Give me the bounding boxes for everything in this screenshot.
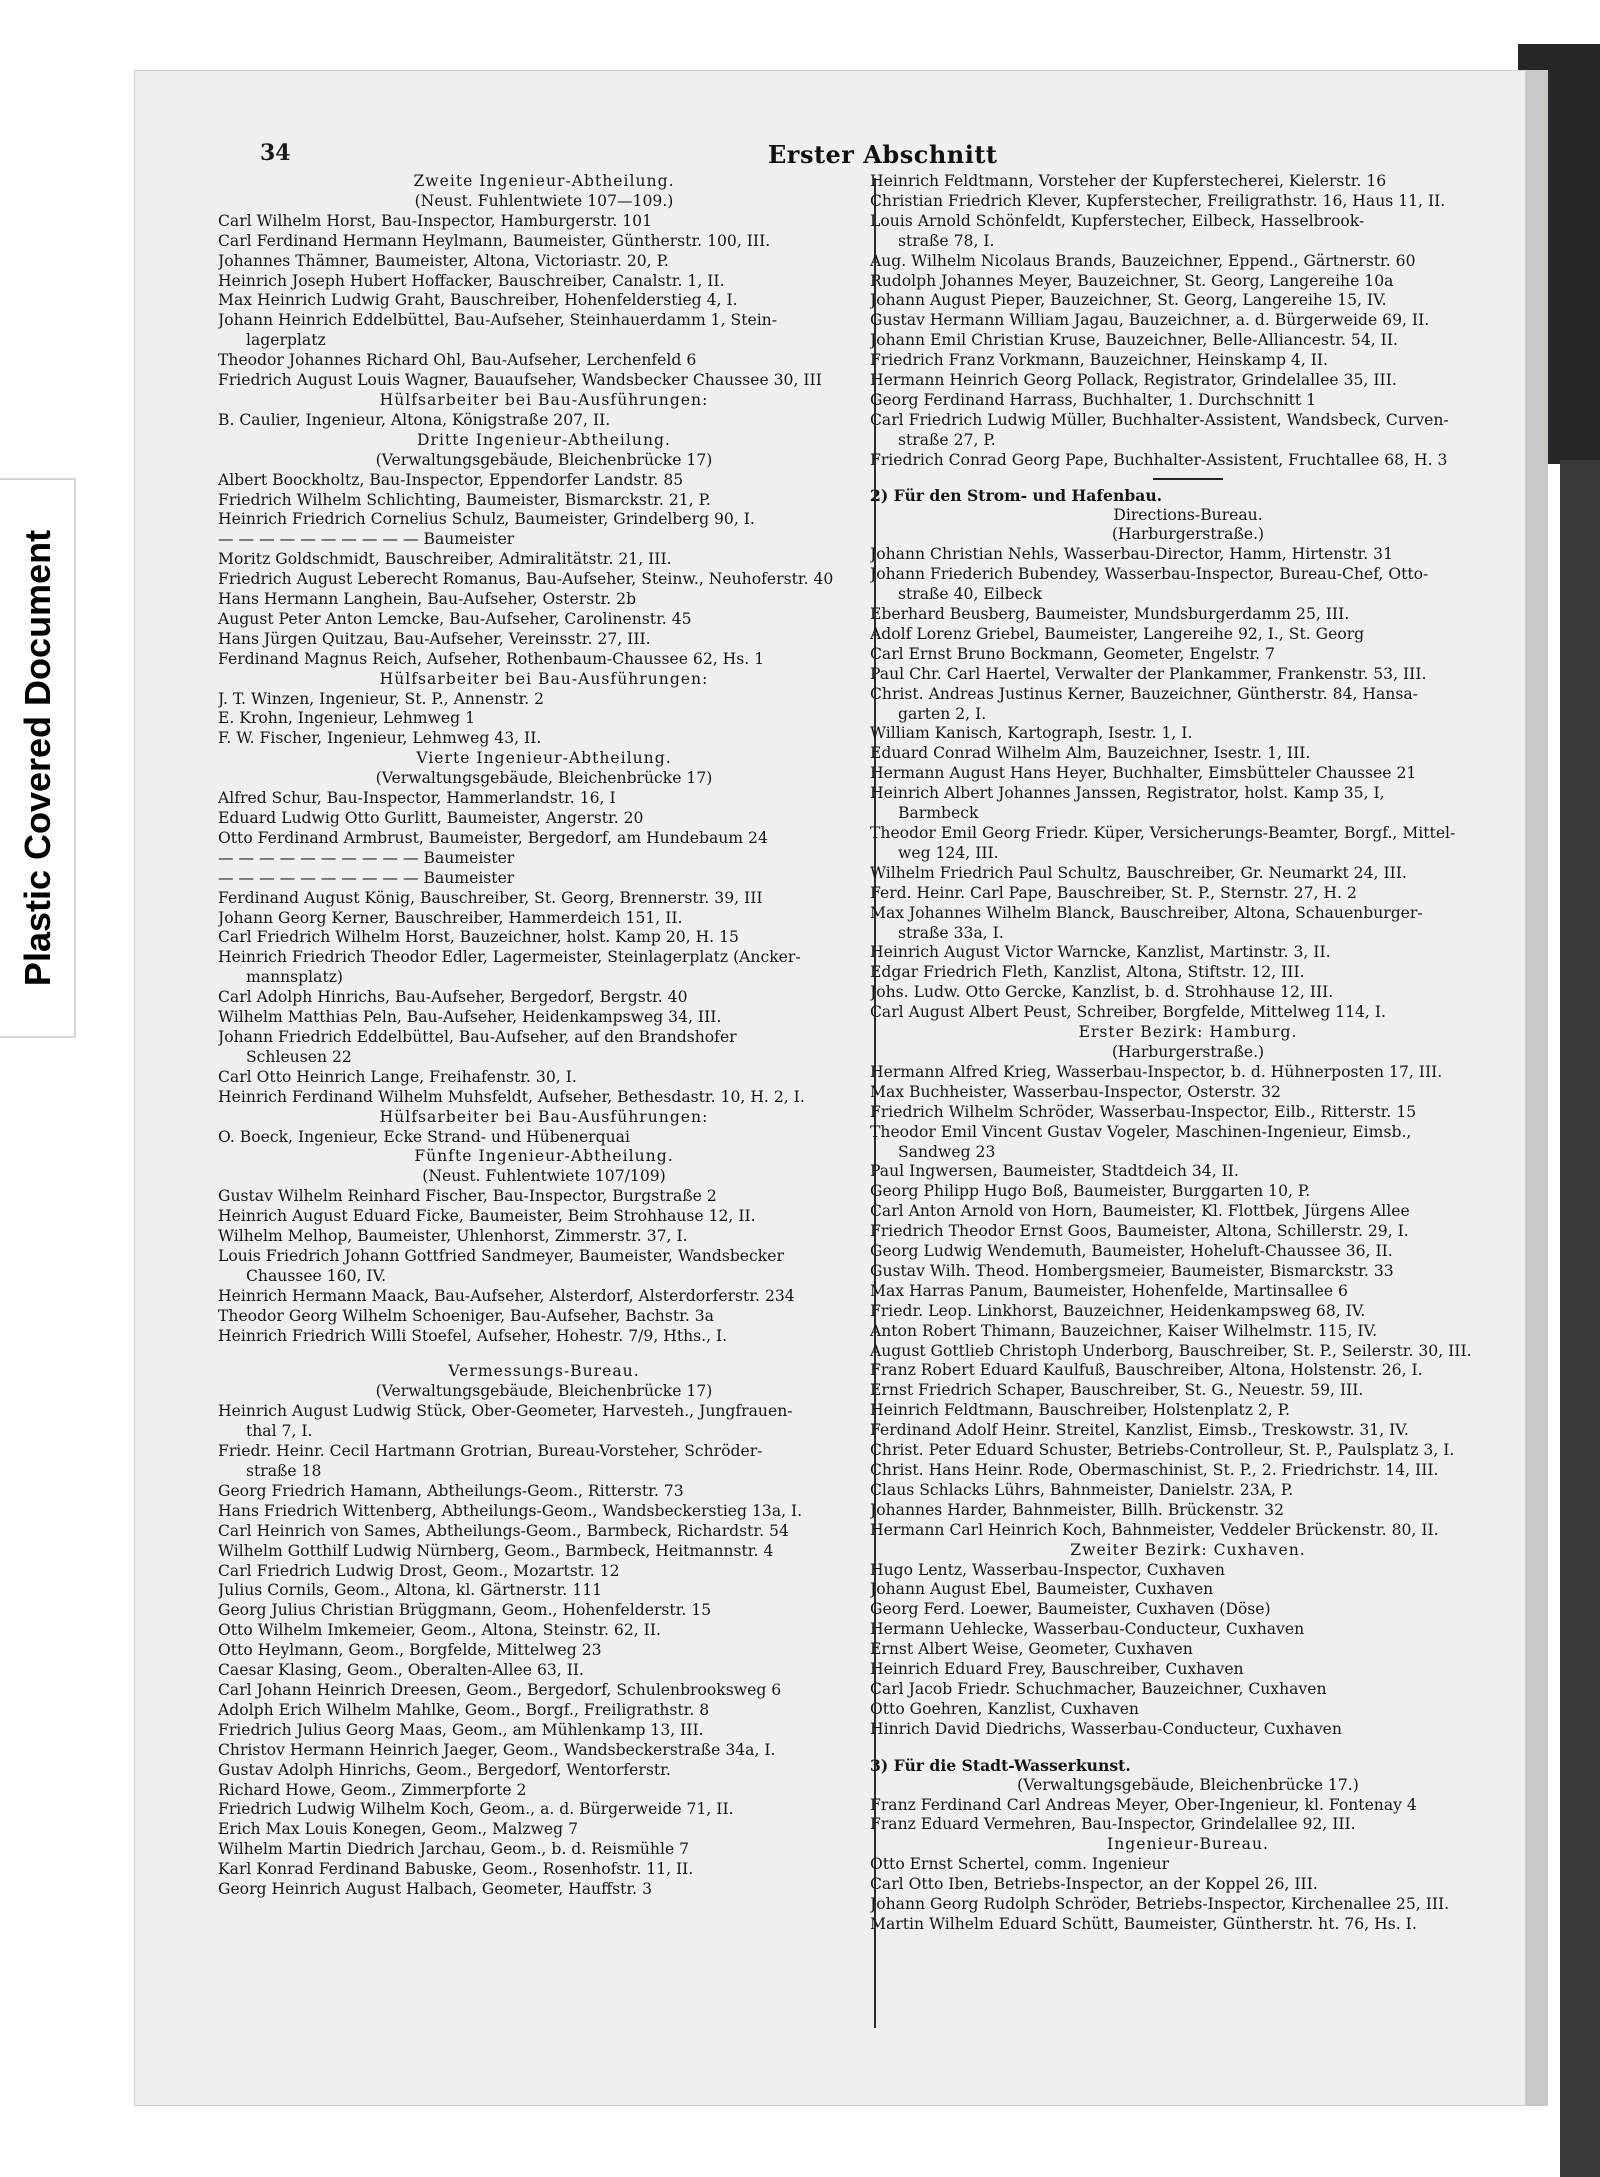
directory-entry: Georg Friedrich Hamann, Abtheilungs-Geom., Ritterstr. 73 [218,1481,684,1500]
directory-entry: Friedrich Conrad Georg Pape, Buchhalter-Assistent, Fruchtallee 68, H. 3 [870,450,1448,469]
section-subheading: (Verwaltungsgebäude, Bleichenbrücke 17.) [1017,1775,1359,1794]
section-heading: Zweiter Bezirk: Cuxhaven. [1070,1540,1306,1559]
directory-entry: Johannes Thämner, Baumeister, Altona, Victoriastr. 20, P. [218,251,669,270]
directory-entry: Ernst Friedrich Schaper, Bauschreiber, St. G., Neuestr. 59, III. [870,1381,1364,1400]
directory-entry: Carl Ferdinand Hermann Heylmann, Baumeister, Güntherstr. 100, III. [218,231,771,250]
entry-continuation: straße 78, I. [898,231,995,250]
directory-entry: Georg Heinrich August Halbach, Geometer, Hauffstr. 3 [218,1880,653,1899]
directory-entry: Paul Chr. Carl Haertel, Verwalter der Plankammer, Frankenstr. 53, III. [870,664,1427,683]
directory-entry: Paul Ingwersen, Baumeister, Stadtdeich 34, II. [870,1162,1239,1181]
directory-entry: Eberhard Beusberg, Baumeister, Mundsburgerdamm 25, III. [870,605,1350,624]
directory-entry: Johannes Harder, Bahnmeister, Billh. Brückenstr. 32 [870,1500,1285,1519]
section-heading: Ingenieur-Bureau. [1107,1835,1269,1854]
directory-entry: Friedrich Wilhelm Schröder, Wasserbau-Inspector, Eilb., Ritterstr. 15 [870,1102,1417,1121]
section-subheading: Directions-Bureau. [1113,505,1263,524]
directory-entry: Friedr. Leop. Linkhorst, Bauzeichner, Heidenkampsweg 68, IV. [870,1301,1366,1320]
directory-entry: Franz Eduard Vermehren, Bau-Inspector, Grindelallee 92, III. [870,1815,1356,1834]
directory-entry: E. Krohn, Ingenieur, Lehmweg 1 [218,709,476,728]
directory-entry: Christov Hermann Heinrich Jaeger, Geom., Wandsbeckerstraße 34a, I. [218,1740,776,1759]
directory-entry: Johs. Ludw. Otto Gercke, Kanzlist, b. d. Strohhause 12, III. [870,983,1334,1002]
directory-entry: Albert Boockholtz, Bau-Inspector, Eppendorfer Landstr. 85 [218,470,684,489]
directory-entry: Karl Konrad Ferdinand Babuske, Geom., Rosenhofstr. 11, II. [218,1860,694,1879]
directory-entry: Carl Wilhelm Horst, Bau-Inspector, Hamburgerstr. 101 [218,211,653,230]
section-heading: Hülfsarbeiter bei Bau-Ausführungen: [379,669,709,688]
directory-entry: August Gottlieb Christoph Underborg, Bauschreiber, St. P., Seilerstr. 30, III. [870,1341,1472,1360]
directory-entry: Edgar Friedrich Fleth, Kanzlist, Altona, Stiftstr. 12, III. [870,963,1305,982]
directory-entry: — — — — — — — — — — Baumeister [218,868,515,887]
directory-entry: Ferdinand Adolf Heinr. Streitel, Kanzlist, Eimsb., Treskowstr. 31, IV. [870,1421,1409,1440]
directory-entry: Theodor Johannes Richard Ohl, Bau-Aufseher, Lerchenfeld 6 [218,351,697,370]
spacer [218,1346,870,1362]
directory-entry: Carl Heinrich von Sames, Abtheilungs-Geom., Barmbeck, Richardstr. 54 [218,1521,789,1540]
directory-entry: Hans Friedrich Wittenberg, Abtheilungs-Geom., Wandsbeckerstieg 13a, I. [218,1501,803,1520]
spacer [870,1740,1506,1756]
directory-entry: Carl Friedrich Wilhelm Horst, Bauzeichner, holst. Kamp 20, H. 15 [218,928,739,947]
directory-entry: Heinrich Friedrich Theodor Edler, Lagermeister, Steinlagerplatz (Ancker- [218,948,801,967]
directory-entry: Heinrich Albert Johannes Janssen, Registrator, holst. Kamp 35, I, [870,784,1385,803]
directory-entry: — — — — — — — — — — Baumeister [218,530,515,549]
directory-entry: Max Harras Panum, Baumeister, Hohenfelde, Martinsallee 6 [870,1281,1348,1300]
directory-entry: Hinrich David Diedrichs, Wasserbau-Conducteur, Cuxhaven [870,1719,1342,1738]
directory-entry: Hans Hermann Langhein, Bau-Aufseher, Osterstr. 2b [218,590,637,609]
directory-entry: Carl Johann Heinrich Dreesen, Geom., Bergedorf, Schulenbrooksweg 6 [218,1680,782,1699]
section-title: Erster Abschnitt [768,140,998,169]
directory-entry: Johann Christian Nehls, Wasserbau-Director, Hamm, Hirtenstr. 31 [870,545,1393,564]
directory-entry: Theodor Georg Wilhelm Schoeniger, Bau-Aufseher, Bachstr. 3a [218,1306,714,1325]
directory-entry: Johann August Ebel, Baumeister, Cuxhaven [870,1580,1214,1599]
entry-continuation: lagerplatz [246,331,326,350]
directory-entry: Johann Heinrich Eddelbüttel, Bau-Aufseher, Steinhauerdamm 1, Stein- [218,311,777,330]
entry-continuation: Barmbeck [898,804,979,823]
section-heading: Vierte Ingenieur-Abtheilung. [416,749,672,768]
directory-entry: Heinrich Feldtmann, Vorsteher der Kupferstecherei, Kielerstr. 16 [870,172,1387,190]
directory-entry: Hermann Uehlecke, Wasserbau-Conducteur, Cuxhaven [870,1620,1305,1639]
directory-entry: Max Buchheister, Wasserbau-Inspector, Osterstr. 32 [870,1082,1281,1101]
directory-entry: Johann August Pieper, Bauzeichner, St. Georg, Langereihe 15, IV. [870,291,1387,310]
directory-entry: Hermann August Hans Heyer, Buchhalter, Eimsbütteler Chaussee 21 [870,764,1417,783]
directory-entry: Hermann Carl Heinrich Koch, Bahnmeister, Veddeler Brückenstr. 80, II. [870,1520,1439,1539]
directory-entry: Martin Wilhelm Eduard Schütt, Baumeister, Güntherstr. ht. 76, Hs. I. [870,1914,1417,1933]
directory-entry: Erich Max Louis Konegen, Geom., Malzweg 7 [218,1820,578,1839]
section-heading: Hülfsarbeiter bei Bau-Ausführungen: [379,390,709,409]
directory-entry: Moritz Goldschmidt, Bauschreiber, Admiralitätstr. 21, III. [218,550,672,569]
directory-entry: Heinrich Friedrich Cornelius Schulz, Baumeister, Grindelberg 90, I. [218,510,755,529]
directory-entry: August Peter Anton Lemcke, Bau-Aufseher, Carolinenstr. 45 [218,609,692,628]
directory-entry: Friedrich Julius Georg Maas, Geom., am Mühlenkamp 13, III. [218,1720,704,1739]
directory-entry: Heinrich Joseph Hubert Hoffacker, Bauschreiber, Canalstr. 1, II. [218,271,725,290]
entry-continuation: mannsplatz) [246,968,344,987]
entry-continuation: garten 2, I. [898,704,987,723]
page-edge-shadow [1526,70,1548,2106]
entry-continuation: straße 40, Eilbeck [898,585,1043,604]
right-column [870,172,1506,1935]
directory-entry: Louis Friedrich Johann Gottfried Sandmeyer, Baumeister, Wandsbecker [218,1246,784,1265]
directory-entry: Alfred Schur, Bau-Inspector, Hammerlandstr. 16, I [218,789,616,808]
directory-entry: Heinrich August Victor Warncke, Kanzlist, Martinstr. 3, II. [870,943,1331,962]
directory-entry: O. Boeck, Ingenieur, Ecke Strand- und Hübenerquai [218,1127,630,1146]
section-subheading: (Verwaltungsgebäude, Bleichenbrücke 17) [375,1382,713,1401]
scanner-edge-right [1560,460,1600,2177]
entry-continuation: thal 7, I. [246,1422,313,1441]
directory-entry: Georg Ludwig Wendemuth, Baumeister, Hoheluft-Chaussee 36, II. [870,1242,1393,1261]
directory-entry: Christ. Peter Eduard Schuster, Betriebs-Controlleur, St. P., Paulsplatz 3, I. [870,1441,1455,1460]
directory-entry: Anton Robert Thimann, Bauzeichner, Kaiser Wilhelmstr. 115, IV. [870,1321,1378,1340]
directory-entry: Theodor Emil Georg Friedr. Küper, Versicherungs-Beamter, Borgf., Mittel- [870,824,1456,842]
directory-entry: Friedrich August Louis Wagner, Bauaufseher, Wandsbecker Chaussee 30, III [218,371,822,390]
directory-entry: J. T. Winzen, Ingenieur, St. P., Annenstr. 2 [218,689,545,708]
directory-entry: Hermann Alfred Krieg, Wasserbau-Inspector, b. d. Hühnerposten 17, III. [870,1062,1443,1081]
directory-entry: Julius Cornils, Geom., Altona, kl. Gärtnerstr. 111 [218,1581,603,1600]
entry-continuation: Schleusen 22 [246,1047,352,1066]
directory-entry: Carl August Albert Peust, Schreiber, Borgfelde, Mittelweg 114, I. [870,1003,1386,1022]
directory-entry: — — — — — — — — — — Baumeister [218,848,515,867]
section-subheading: (Verwaltungsgebäude, Bleichenbrücke 17) [375,769,713,788]
directory-entry: Johann Friedrich Eddelbüttel, Bau-Aufseher, auf den Brandshofer [218,1027,737,1046]
division-heading: 3) Für die Stadt-Wasserkunst. [870,1755,1131,1775]
entry-continuation: straße 18 [246,1462,322,1480]
directory-entry: B. Caulier, Ingenieur, Altona, Königstraße 207, II. [218,410,611,429]
section-heading: Zweite Ingenieur-Abtheilung. [413,172,675,190]
directory-entry: Wilhelm Gotthilf Ludwig Nürnberg, Geom., Barmbeck, Heitmannstr. 4 [218,1541,774,1560]
directory-entry: Caesar Klasing, Geom., Oberalten-Allee 63, II. [218,1661,584,1680]
directory-entry: Gustav Wilh. Theod. Hombergsmeier, Baumeister, Bismarckstr. 33 [870,1261,1394,1280]
directory-entry: Eduard Ludwig Otto Gurlitt, Baumeister, Angerstr. 20 [218,809,644,827]
directory-entry: Christian Friedrich Klever, Kupferstecher, Freiligrathstr. 16, Haus 11, II. [870,191,1446,210]
directory-entry: Ferd. Heinr. Carl Pape, Bauschreiber, St. P., Sternstr. 27, H. 2 [870,883,1357,902]
directory-entry: Friedrich August Leberecht Romanus, Bau-Aufseher, Steinw., Neuhoferstr. 40 [218,570,834,589]
directory-entry: Aug. Wilhelm Nicolaus Brands, Bauzeichner, Eppend., Gärtnerstr. 60 [870,251,1416,270]
directory-entry: Johann Georg Rudolph Schröder, Betriebs-Inspector, Kirchenallee 25, III. [870,1895,1450,1914]
section-subheading: (Harburgerstraße.) [1111,525,1265,544]
directory-entry: Friedrich Ludwig Wilhelm Koch, Geom., a. d. Bürgerweide 71, II. [218,1800,734,1819]
directory-entry: Heinrich Ferdinand Wilhelm Muhsfeldt, Aufseher, Bethesdastr. 10, H. 2, I. [218,1087,805,1106]
directory-entry: Heinrich August Ludwig Stück, Ober-Geometer, Harvesteh., Jungfrauen- [218,1402,793,1421]
directory-entry: Carl Ernst Bruno Bockmann, Geometer, Engelstr. 7 [870,644,1275,663]
directory-entry: Carl Anton Arnold von Horn, Baumeister, Kl. Flottbek, Jürgens Allee [870,1202,1410,1221]
directory-entry: Carl Friedrich Ludwig Müller, Buchhalter-Assistent, Wandsbeck, Curven- [870,410,1449,429]
directory-entry: Carl Otto Iben, Betriebs-Inspector, an der Koppel 26, III. [870,1875,1318,1894]
section-divider [1153,478,1223,480]
directory-entry: Gustav Wilhelm Reinhard Fischer, Bau-Inspector, Burgstraße 2 [218,1187,717,1206]
directory-entry: F. W. Fischer, Ingenieur, Lehmweg 43, II. [218,729,542,748]
directory-entry: Carl Friedrich Ludwig Drost, Geom., Mozartstr. 12 [218,1561,620,1580]
directory-entry: Georg Julius Christian Brüggmann, Geom., Hohenfelderstr. 15 [218,1601,712,1620]
directory-entry: Rudolph Johannes Meyer, Bauzeichner, St. Georg, Langereihe 10a [870,271,1394,290]
directory-entry: Georg Ferdinand Harrass, Buchhalter, 1. Durchschnitt 1 [870,390,1317,409]
section-subheading: (Verwaltungsgebäude, Bleichenbrücke 17) [375,450,713,469]
directory-entry: Wilhelm Matthias Peln, Bau-Aufseher, Heidenkampsweg 34, III. [218,1008,722,1027]
section-subheading: (Harburgerstraße.) [1111,1042,1265,1061]
directory-entry: Johann Georg Kerner, Bauschreiber, Hammerdeich 151, II. [218,908,683,927]
directory-entry: Eduard Conrad Wilhelm Alm, Bauzeichner, Isestr. 1, III. [870,744,1311,763]
directory-entry: Otto Goehren, Kanzlist, Cuxhaven [870,1699,1139,1718]
entry-continuation: Chaussee 160, IV. [246,1266,387,1285]
directory-entry: William Kanisch, Kartograph, Isestr. 1, I. [870,724,1193,743]
directory-entry: Franz Robert Eduard Kaulfuß, Bauschreiber, Altona, Holstenstr. 26, I. [870,1361,1423,1380]
directory-entry: Max Heinrich Ludwig Graht, Bauschreiber, Hohenfelderstieg 4, I. [218,291,738,310]
directory-entry: Johann Friederich Bubendey, Wasserbau-Inspector, Bureau-Chef, Otto- [870,565,1429,584]
section-subheading: (Neust. Fuhlentwiete 107/109) [422,1167,666,1186]
directory-entry: Friedrich Theodor Ernst Goos, Baumeister, Altona, Schillerstr. 29, I. [870,1222,1409,1241]
division-heading: 2) Für den Strom- und Hafenbau. [870,485,1163,505]
directory-entry: Ernst Albert Weise, Geometer, Cuxhaven [870,1640,1193,1659]
entry-continuation: Sandweg 23 [898,1142,996,1161]
directory-entry: Friedrich Wilhelm Schlichting, Baumeister, Bismarckstr. 21, P. [218,490,711,509]
directory-entry: Gustav Adolph Hinrichs, Geom., Bergedorf, Wentorferstr. [218,1760,671,1779]
directory-entry: Carl Otto Heinrich Lange, Freihafenstr. 30, I. [218,1067,577,1086]
directory-entry: Ferdinand August König, Bauschreiber, St. Georg, Brennerstr. 39, III [218,888,763,907]
directory-entry: Hermann Heinrich Georg Pollack, Registrator, Grindelallee 35, III. [870,371,1397,390]
directory-entry: Johann Emil Christian Kruse, Bauzeichner, Belle-Alliancestr. 54, II. [870,331,1398,350]
directory-entry: Richard Howe, Geom., Zimmerpforte 2 [218,1780,527,1799]
directory-entry: Gustav Hermann William Jagau, Bauzeichner, a. d. Bürgerweide 69, II. [870,311,1430,330]
side-tab-label: Plastic Covered Document [17,529,58,987]
directory-entry: Wilhelm Melhop, Baumeister, Uhlenhorst, Zimmerstr. 37, I. [218,1227,688,1246]
section-heading: Erster Bezirk: Hamburg. [1078,1023,1298,1042]
directory-entry: Franz Ferdinand Carl Andreas Meyer, Ober-Ingenieur, kl. Fontenay 4 [870,1795,1417,1814]
directory-entry: Otto Ferdinand Armbrust, Baumeister, Bergedorf, am Hundebaum 24 [218,828,768,847]
directory-entry: Heinrich Friedrich Willi Stoefel, Aufseher, Hohestr. 7/9, Hths., I. [218,1326,728,1345]
section-heading: Fünfte Ingenieur-Abtheilung. [414,1147,674,1166]
directory-entry: Otto Heylmann, Geom., Borgfelde, Mittelweg 23 [218,1641,602,1660]
section-heading: Hülfsarbeiter bei Bau-Ausführungen: [379,1107,709,1126]
directory-entry: Georg Ferd. Loewer, Baumeister, Cuxhaven (Döse) [870,1600,1271,1619]
directory-entry: Adolph Erich Wilhelm Mahlke, Geom., Borgf., Freiligrathstr. 8 [218,1700,710,1719]
left-column [218,172,870,1900]
directory-entry: Louis Arnold Schönfeldt, Kupferstecher, Eilbeck, Hasselbrook- [870,211,1365,230]
section-heading: Dritte Ingenieur-Abtheilung. [417,430,671,449]
entry-continuation: weg 124, III. [898,843,999,862]
directory-entry: Wilhelm Martin Diedrich Jarchau, Geom., b. d. Reismühle 7 [218,1840,690,1859]
directory-entry: Heinrich Eduard Frey, Bauschreiber, Cuxhaven [870,1660,1244,1679]
directory-entry: Georg Philipp Hugo Boß, Baumeister, Burggarten 10, P. [870,1182,1311,1201]
entry-continuation: straße 27, P. [898,430,996,449]
directory-entry: Carl Jacob Friedr. Schuchmacher, Bauzeichner, Cuxhaven [870,1679,1327,1698]
directory-entry: Heinrich Hermann Maack, Bau-Aufseher, Alsterdorf, Alsterdorferstr. 234 [218,1286,795,1305]
page-number: 34 [260,140,291,166]
directory-entry: Theodor Emil Vincent Gustav Vogeler, Maschinen-Ingenieur, Eimsb., [870,1122,1412,1141]
directory-entry: Ferdinand Magnus Reich, Aufseher, Rothenbaum-Chaussee 62, Hs. 1 [218,649,765,668]
directory-entry: Christ. Andreas Justinus Kerner, Bauzeichner, Güntherstr. 84, Hansa- [870,684,1418,703]
directory-entry: Heinrich August Eduard Ficke, Baumeister, Beim Strohhause 12, II. [218,1207,756,1226]
directory-entry: Max Johannes Wilhelm Blanck, Bauschreiber, Altona, Schauenburger- [870,903,1423,922]
directory-entry: Hugo Lentz, Wasserbau-Inspector, Cuxhaven [870,1560,1225,1579]
entry-continuation: straße 33a, I. [898,923,1004,942]
directory-entry: Friedr. Heinr. Cecil Hartmann Grotrian, Bureau-Vorsteher, Schröder- [218,1442,763,1461]
directory-entry: Christ. Hans Heinr. Rode, Obermaschinist, St. P., 2. Friedrichstr. 14, III. [870,1461,1439,1479]
section-heading: Vermessungs-Bureau. [448,1362,640,1381]
directory-entry: Wilhelm Friedrich Paul Schultz, Bauschreiber, Gr. Neumarkt 24, III. [870,863,1407,882]
section-subheading: (Neust. Fuhlentwiete 107—109.) [414,191,674,210]
directory-entry: Claus Schlacks Lührs, Bahnmeister, Danielstr. 23A, P. [870,1480,1294,1499]
directory-entry: Adolf Lorenz Griebel, Baumeister, Langereihe 92, I., St. Georg [870,624,1365,643]
directory-entry: Otto Wilhelm Imkemeier, Geom., Altona, Steinstr. 62, II. [218,1621,661,1640]
directory-entry: Carl Adolph Hinrichs, Bau-Aufseher, Bergedorf, Bergstr. 40 [218,988,688,1007]
directory-entry: Otto Ernst Schertel, comm. Ingenieur [870,1855,1170,1874]
directory-entry: Hans Jürgen Quitzau, Bau-Aufseher, Vereinsstr. 27, III. [218,629,651,648]
directory-entry: Friedrich Franz Vorkmann, Bauzeichner, Heinskamp 4, II. [870,351,1329,370]
directory-entry: Heinrich Feldtmann, Bauschreiber, Holstenplatz 2, P. [870,1401,1291,1420]
